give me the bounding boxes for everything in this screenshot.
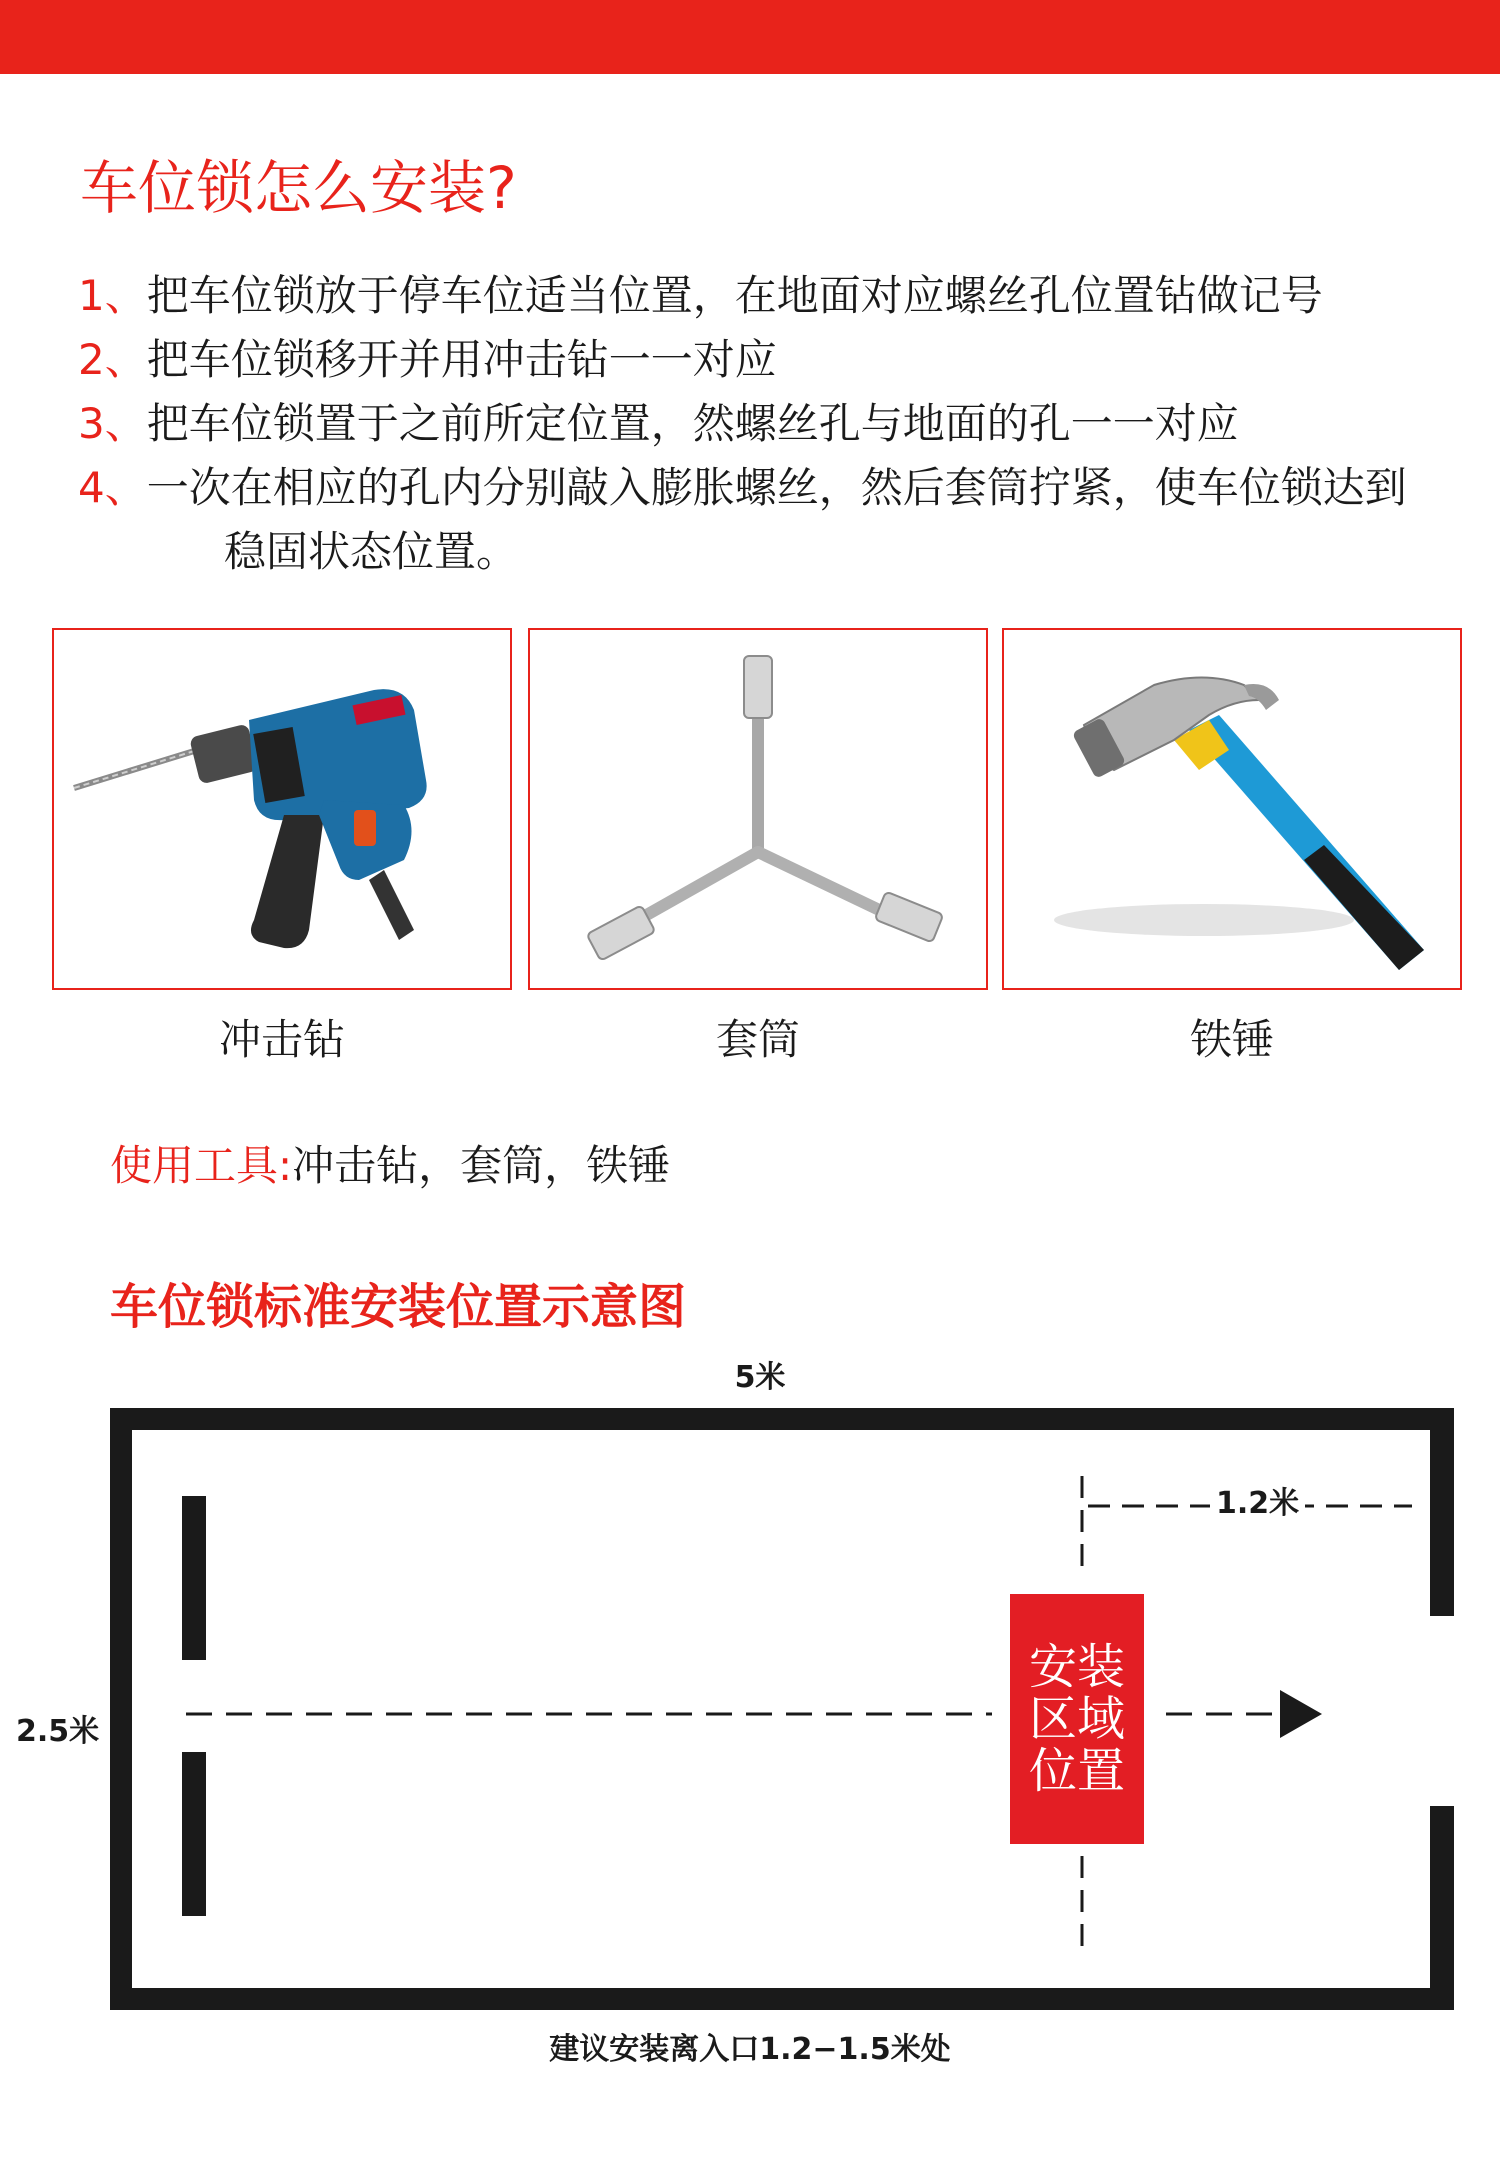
install-steps xyxy=(78,264,1458,584)
page-title: 车位锁怎么安装? xyxy=(80,154,517,222)
tools-used-value: 冲击钻，套筒，铁锤 xyxy=(292,1141,671,1190)
tool-card-drill xyxy=(52,628,512,990)
arrow-head-icon xyxy=(1280,1690,1322,1738)
step-1 xyxy=(78,264,1458,328)
install-area-line: 区域 xyxy=(1028,1691,1125,1747)
step-number: 2、 xyxy=(78,335,147,384)
step-text: 把车位锁放于停车位适当位置，在地面对应螺丝孔位置钻做记号 xyxy=(146,271,1323,320)
border-right-lower xyxy=(1430,1806,1454,2010)
step-2 xyxy=(78,328,1458,392)
tools-used-line xyxy=(110,1136,670,1196)
width-dimension-label: 5米 xyxy=(734,1360,786,1395)
step-3 xyxy=(78,392,1458,456)
tool-label-hammer: 铁锤 xyxy=(1189,1015,1274,1064)
impact-drill-icon xyxy=(54,630,510,988)
install-area-box xyxy=(1010,1594,1144,1844)
border-top xyxy=(110,1408,1454,1430)
install-area-line: 位置 xyxy=(1028,1743,1125,1799)
step-number: 3、 xyxy=(78,399,147,448)
height-dimension-label: 2.5米 xyxy=(16,1714,100,1749)
step-text: 把车位锁移开并用冲击钻一一对应 xyxy=(146,335,777,384)
install-area-line: 安装 xyxy=(1028,1639,1125,1695)
step-text: 把车位锁置于之前所定位置，然螺丝孔与地面的孔一一对应 xyxy=(146,399,1239,448)
tool-label-socket: 套筒 xyxy=(715,1015,800,1064)
parking-layout-svg xyxy=(0,1340,1500,2100)
diagram-title: 车位锁标准安装位置示意图 xyxy=(110,1279,687,1335)
step-number: 1、 xyxy=(78,271,147,320)
tools-used-label: 使用工具: xyxy=(110,1141,293,1190)
step-4-continuation: 稳固状态位置。 xyxy=(224,527,519,576)
border-bottom xyxy=(110,1988,1454,2010)
step-text: 一次在相应的孔内分别敲入膨胀螺丝，然后套筒拧紧，使车位锁达到 xyxy=(146,463,1407,512)
tool-card-socket xyxy=(528,628,988,990)
tool-label-drill: 冲击钻 xyxy=(218,1015,345,1064)
stopper-upper xyxy=(182,1496,206,1660)
tool-card-hammer xyxy=(1002,628,1462,990)
step-number: 4、 xyxy=(78,463,147,512)
y-socket-wrench-icon xyxy=(530,630,986,988)
top-banner xyxy=(0,0,1500,74)
border-left xyxy=(110,1408,132,2010)
parking-space-diagram xyxy=(0,1340,1500,2100)
claw-hammer-icon xyxy=(1004,630,1460,988)
stopper-lower xyxy=(182,1752,206,1916)
step-4 xyxy=(78,456,1458,520)
entrance-offset-label: 1.2米 xyxy=(1210,1484,1305,1524)
diagram-caption: 建议安装离入口1.2−1.5米处 xyxy=(549,2032,951,2067)
border-right-upper xyxy=(1430,1408,1454,1616)
